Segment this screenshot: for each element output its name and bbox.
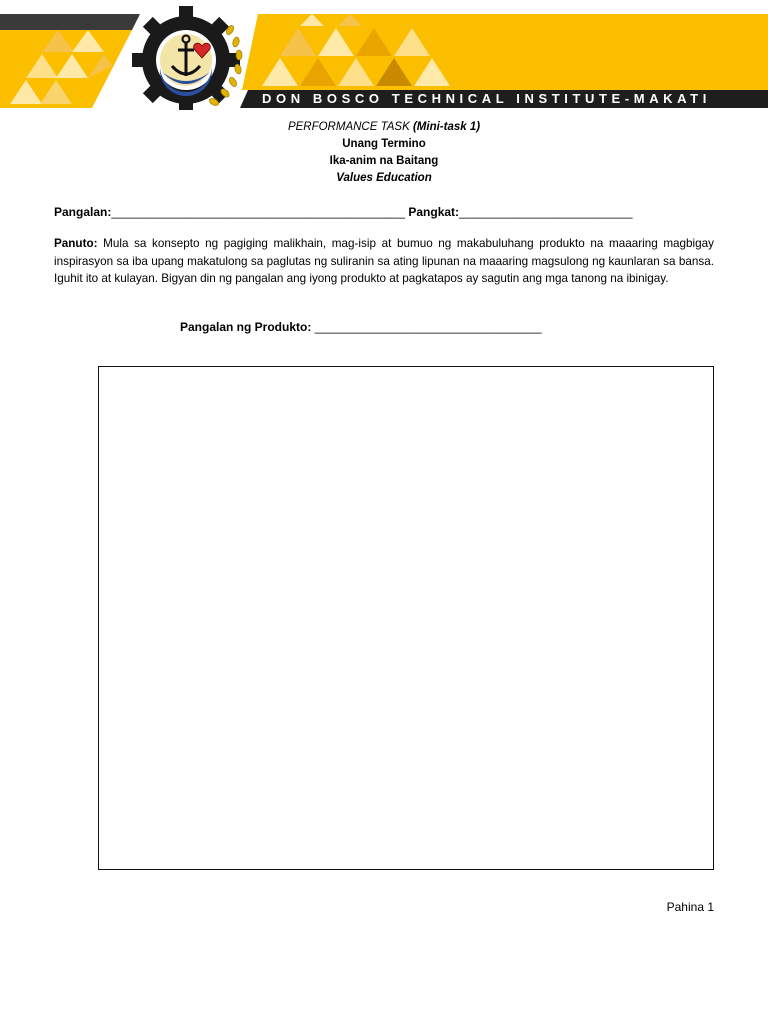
task-title-line <box>0 119 768 136</box>
school-name: DON BOSCO TECHNICAL INSTITUTE-MAKATI <box>262 91 711 106</box>
name-blank[interactable]: ____________________________________________ <box>111 205 406 219</box>
header-banner <box>0 0 768 110</box>
instructions-paragraph <box>54 235 714 288</box>
page-number: Pahina 1 <box>666 900 714 914</box>
grade-title: Ika-anim na Baitang <box>329 155 439 167</box>
product-name-blank[interactable]: __________________________________ <box>314 320 542 334</box>
document-titles <box>0 119 768 187</box>
gear-anchor-heart-laurel-logo <box>132 6 242 110</box>
subject-title: Values Education <box>336 172 432 184</box>
section-blank[interactable]: __________________________ <box>459 205 633 219</box>
instructions-text: Mula sa konsepto ng pagiging malikhain, mag-isip at bumuo ng makabuluhang produkto na maaaring magbigay inspirasyon sa iba upang makatulong sa paglutas ng suliranin sa ating lipunan na maaaring magsulong ng kaunlaran sa bansa. Iguhit ito at kulayan. Bigyan din ng pangalan ang iyong produkto at pagkatapos ay sagutin ang mga tanong na ibinigay. <box>54 237 714 285</box>
performance-task-title: PERFORMANCE TASK <box>287 121 410 133</box>
name-section-row <box>54 205 714 219</box>
section-label: Pangkat: <box>408 205 460 219</box>
drawing-box[interactable] <box>98 366 714 870</box>
minitask-label: (Mini-task 1) <box>412 121 481 133</box>
term-title: Unang Termino <box>342 138 426 150</box>
product-name-row <box>180 320 542 334</box>
left-dark-stripe <box>0 14 140 30</box>
product-name-label: Pangalan ng Produkto: <box>180 320 312 334</box>
instructions-label: Panuto: <box>54 237 98 250</box>
name-label: Pangalan: <box>54 205 112 219</box>
